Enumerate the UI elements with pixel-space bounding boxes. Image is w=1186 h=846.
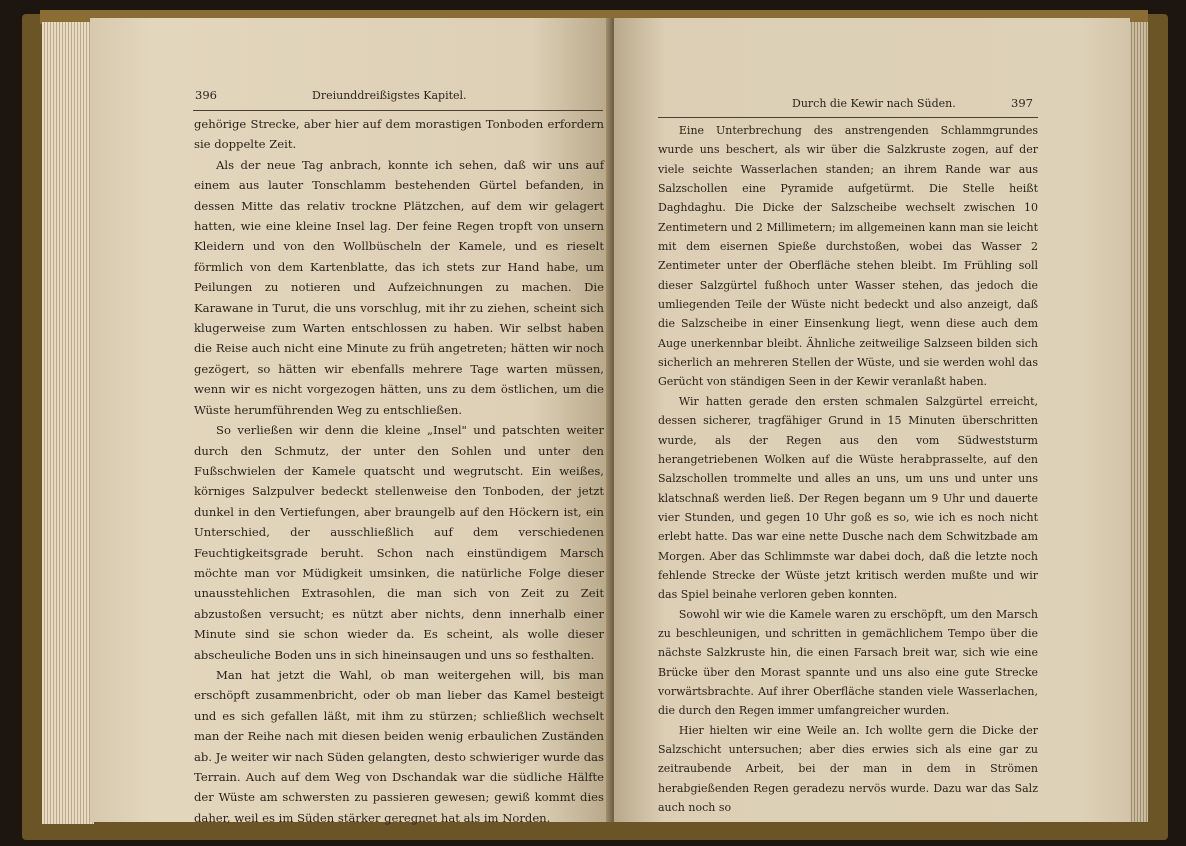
left-header-rule [193, 110, 603, 111]
right-paragraph-4: Hier hielten wir eine Weile an. Ich wollte gern die Dicke der Salzschicht untersuchen; aber dies erwies sich als eine gar zu zeitraubende Arbeit, bei der man in dem in Strömen herabgießenden Regen geradezu nervös wurde. Dazu war das Salz auch noch so [658, 723, 1038, 815]
left-paragraph-2: Als der neue Tag anbrach, konnte ich sehen, daß wir uns auf einem aus lauter Tonschlamm bestehenden Gürtel befanden, in dessen Mitte das relativ trockne Plätzchen, auf dem wir gelagert hatten, wie eine kleine Insel lag. Der feine Regen tropft von unsern Kleidern und von den Wollbüscheln der Kamele, und es rieselt förmlich von dem Kartenblatte, das ich stets zur Hand habe, um Peilungen zu notieren und Aufzeichnungen zu machen. Die Karawane in Turut, die uns vorschlug, mit ihr zu ziehen, scheint sich klugerweise zum Warten entschlossen zu haben. Wir selbst haben die Reise auch nicht eine Minute zu früh angetreten; hätten wir noch gezögert, so hätten wir ebenfalls mehrere Tage warten müssen, wenn wir es nicht vorgezogen hätten, uns zu dem östlichen, um die Wüste herumführenden Weg zu entschließen. [194, 157, 604, 417]
left-paragraph-4: Man hat jetzt die Wahl, ob man weitergehen will, bis man erschöpft zusammenbricht, oder ob man lieber das Kamel besteigt und es sich gefallen läßt, mit ihm zu stürzen; schließlich wechselt man der Reihe nach mit diesen beiden wenig erbaulichen Zuständen ab. Je weiter wir nach Süden gelangten, desto schwieriger wurde das Terrain. Auch auf dem Weg von Dschandak war die südliche Hälfte der Wüste am schwersten zu passieren gewesen; gewiß kommt dies daher, weil es im Süden stärker geregnet hat als im Norden. [194, 667, 604, 825]
right-page-number: 397 [1011, 96, 1033, 110]
right-header-rule [658, 117, 1038, 118]
left-page-number: 396 [195, 88, 217, 102]
right-paragraph-1: Eine Unterbrechung des anstrengenden Schlammgrundes wurde uns beschert, als wir über die Salzkruste zogen, auf der viele seichte Wasserlachen standen; an ihrem Rande war aus Salzschollen eine Pyramide aufgetürmt. Die Stelle heißt Daghdaghu. Die Dicke der Salzscheibe wechselt zwischen 10 Zentimetern und 2 Millimetern; im allgemeinen kann man sie leicht mit dem eisernen Spieße durchstoßen, wobei das Wasser 2 Zentimeter unter der Oberfläche stehen bleibt. Im Frühling soll dieser Salzgürtel fußhoch unter Wasser stehen, das jedoch die umliegenden Teile der Wüste nicht bedeckt und also anzeigt, daß die Salzscheibe in einer Einsenkung liegt, wenn diese auch dem Auge unerkennbar bleibt. Ähnliche zeitweilige Salzseen bilden sich sicherlich an mehreren Stellen der Wüste, und sie werden wohl das Gerücht von ständigen Seen in der Kewir veranlaßt haben. [658, 124, 1038, 389]
left-running-head: Dreiunddreißigstes Kapitel. [312, 89, 467, 102]
right-running-head: Durch die Kewir nach Süden. [792, 97, 956, 110]
right-paragraph-3: Sowohl wir wie die Kamele waren zu erschöpft, um den Marsch zu beschleunigen, und schritten in gemächlichem Tempo über die nächste Salzkruste hin, die einen Farsach breit war, sich wie eine Brücke über den Morast spannte und uns also eine gute Strecke vorwärtsbrachte. Auf ihrer Oberfläche standen viele Wasserlachen, die durch den Regen immer umfangreicher wurden. [658, 607, 1038, 718]
left-paragraph-3: So verließen wir denn die kleine „Insel" und patschten weiter durch den Schmutz, der unter den Sohlen und unter den Fußschwielen der Kamele quatscht und wegrutscht. Ein weißes, körniges Salzpulver bedeckt stellenweise den Tonboden, der jetzt dunkel in den Vertiefungen, aber braungelb auf den Höckern ist, ein Unterschied, der ausschließlich auf dem verschiedenen Feuchtigkeitsgrade beruht. Schon nach einstündigem Marsch möchte man vor Müdigkeit umsinken, die natürliche Folge dieser unausstehlichen Extrasohlen, die man sich von Zeit zu Zeit abzustoßen versucht; es nützt aber nichts, denn innerhalb einer Minute sind sie schon wieder da. Es scheint, als wolle dieser abscheuliche Boden uns in sich hineinsaugen und uns so festhalten. [194, 423, 604, 662]
right-body-text [658, 121, 1038, 817]
page-edges-left [42, 22, 94, 824]
left-body-text [194, 114, 604, 828]
right-page [614, 18, 1130, 822]
left-page [90, 18, 610, 825]
right-paragraph-2: Wir hatten gerade den ersten schmalen Salzgürtel erreicht, dessen sicherer, tragfähiger Grund in 15 Minuten überschritten wurde, als der Regen aus den vom Südweststurm herangetriebenen Wolken auf die Wüste herabprasselte, auf den Salzschollen trommelte und alles an uns, um uns und unter uns klatschnaß werden ließ. Der Regen begann um 9 Uhr und dauerte vier Stunden, und gegen 10 Uhr goß es so, wie ich es noch nicht erlebt hatte. Das war eine nette Dusche nach dem Schwitzbade am Morgen. Aber das Schlimmste war dabei doch, daß die letzte noch fehlende Strecke der Wüste jetzt kritisch werden mußte und wir das Spiel beinahe verloren geben konnten. [658, 394, 1038, 602]
left-paragraph-1: gehörige Strecke, aber hier auf dem morastigen Tonboden erfordern sie doppelte Zeit. [194, 117, 604, 152]
